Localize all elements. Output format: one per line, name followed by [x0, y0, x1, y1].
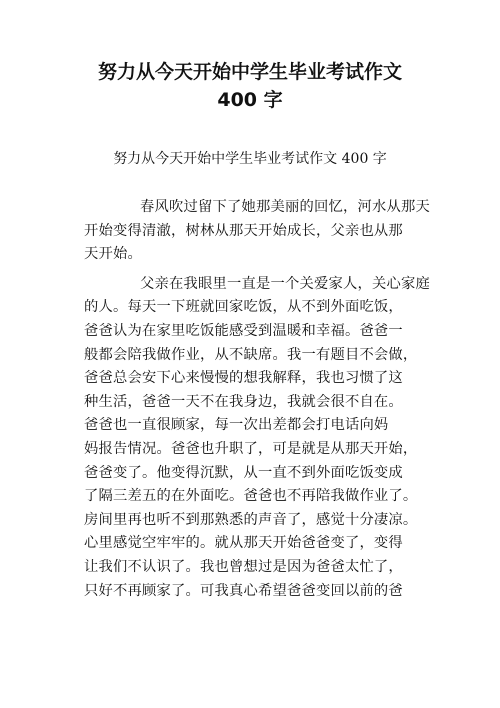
paragraph-line: 天开始。: [84, 246, 142, 263]
paragraph-line: 心里感觉空牢牢的。就从那天开始爸爸变了，变得: [84, 535, 403, 552]
paragraph-line: 了隔三差五的在外面吃。爸爸也不再陪我做作业了。: [84, 488, 418, 505]
document-subtitle: 努力从今天开始中学生毕业考试作文 400 字: [113, 151, 387, 167]
paragraph-1: [84, 196, 438, 267]
paragraph-line: 种生活，爸爸一天不在我身边，我就会很不自在。: [84, 393, 403, 410]
title-line-1: 努力从今天开始中学生毕业考试作文: [97, 61, 402, 83]
paragraph-line: 的人。每天一下班就回家吃饭，从不到外面吃饭，: [84, 299, 403, 316]
paragraph-line: 让我们不认识了。我也曾想过是因为爸爸太忙了，: [84, 558, 403, 575]
paragraph-line: 爸爸变了。他变得沉默，从一直不到外面吃饭变成: [84, 464, 403, 481]
paragraph-line: 爸爸总会安下心来慢慢的想我解释，我也习惯了这: [84, 370, 403, 387]
document-body: [84, 196, 438, 609]
paragraph-line: 妈报告情况。爸爸也升职了，可是就是从那天开始，: [84, 440, 418, 457]
paragraph-line: 般都会陪我做作业，从不缺席。我一有题目不会做，: [84, 346, 418, 363]
paragraph-line: 爸爸认为在家里吃饭能感受到温暖和幸福。爸爸一: [84, 322, 403, 339]
document-title: [40, 58, 460, 114]
paragraph-line: 房间里再也听不到那熟悉的声音了，感觉十分凄凉。: [84, 511, 418, 528]
paragraph-2: [84, 273, 438, 603]
paragraph-line: 父亲在我眼里一直是一个关爱家人，关心家庭: [140, 275, 430, 292]
title-line-2: 400 字: [217, 89, 283, 111]
paragraph-line: 只好不再顾家了。可我真心希望爸爸变回以前的爸: [84, 582, 403, 599]
paragraph-line: 开始变得清澈，树林从那天开始成长，父亲也从那: [84, 222, 403, 239]
paragraph-line: 春风吹过留下了她那美丽的回忆，河水从那天: [140, 199, 430, 215]
paragraph-line: 爸爸也一直很顾家，每一次出差都会打电话向妈: [84, 417, 389, 434]
